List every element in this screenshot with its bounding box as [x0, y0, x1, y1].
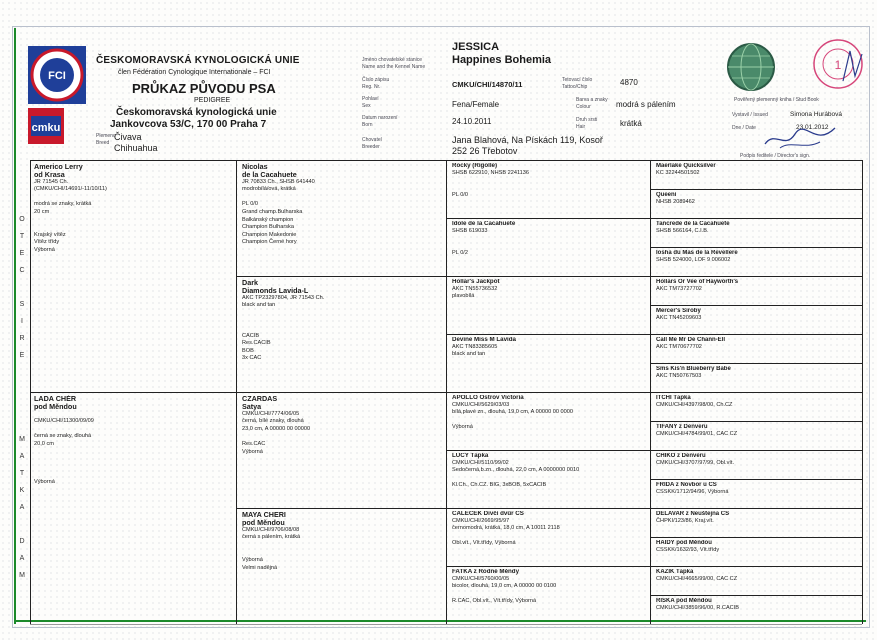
gen4-row-line: [650, 421, 862, 422]
doc-subtitle: PEDIGREE: [194, 97, 231, 104]
detail-line: Res.CAC: [242, 441, 266, 448]
dam-sire-name: CZARDAS: [242, 395, 278, 403]
gen3-cell-8: [452, 569, 646, 622]
dam-name: LADA CHÉR: [34, 395, 77, 403]
detail-line: [34, 471, 232, 479]
detail-line: [242, 317, 442, 325]
detail-line: [452, 243, 646, 251]
gen4-dam-name-6: HAIDY pod Měndou: [656, 540, 712, 546]
gen3-details-8: [452, 576, 646, 606]
gen4-sire-name-8: Sms Kis'n Blueberry Babe: [656, 366, 731, 372]
org-name: ČESKOMORAVSKÁ KYNOLOGICKÁ UNIE: [96, 55, 300, 66]
side-letter: I: [21, 318, 23, 325]
row-line-g2b: [236, 508, 450, 509]
gen4-sire-name-6: Mercer's Siroby: [656, 308, 701, 314]
gen4-sire-detail-3: SHSB 566164, C.I.B.: [656, 227, 709, 234]
gen4-dam-name-4: FRÍDA z Novbor u CS: [656, 482, 717, 488]
org-address-1: Českomoravská kynologická unie: [116, 107, 277, 118]
sire-dam-kennel: Diamonds Lavida-L: [242, 285, 309, 295]
gen4-sire-name-7: Call Me Mr De Chann-Ell: [656, 337, 726, 343]
dog-name: JESSICA: [452, 41, 500, 53]
gen4-sire-name-1: Maerlake Quicksilver: [656, 163, 716, 169]
detail-line: [34, 456, 232, 464]
detail-line: JR 71545 Ch.: [34, 178, 69, 185]
detail-line: Champion Černé hory: [242, 239, 297, 246]
globe-hologram-icon: [726, 42, 776, 92]
reg-label-en: Reg. Nr.: [362, 84, 381, 90]
detail-line: CACIB: [242, 332, 260, 339]
dam-dam-cell: [242, 511, 442, 621]
side-letter: E: [19, 352, 25, 359]
table-col-3: [650, 160, 651, 624]
side-letter: A: [19, 555, 25, 562]
detail-line: Kl.Ch., Ch.CZ. BIG, 3xBOB, 5xCACIB: [452, 482, 547, 489]
gen4-dam-detail-3: CMKU/CHI/3707/97/99, Obl.vít.: [656, 459, 735, 466]
tattoo-number: 4870: [620, 78, 638, 87]
gen4-sire-cell-5: [656, 279, 858, 304]
table-bottom-line: [30, 624, 862, 625]
breeder-line-2: 252 26 Třebotov: [452, 146, 518, 156]
detail-line: Champion Bulharska: [242, 224, 294, 231]
side-letter: T: [19, 470, 25, 477]
detail-line: [452, 417, 646, 425]
detail-line: Výborná: [242, 557, 263, 564]
detail-line: [452, 475, 646, 483]
name-label-en: Name and the Kennel Name: [362, 64, 426, 70]
detail-line: Velmi nadějná: [242, 564, 278, 571]
dam-details: [34, 411, 232, 486]
gen4-sire-name-3: Tancrede de la Cacahuete: [656, 221, 730, 227]
gen4-sire-cell-7: [656, 337, 858, 362]
detail-line: BOB: [242, 347, 254, 354]
gen4-dam-name-7: KAZIK Ťapka: [656, 569, 694, 575]
dam-dam-kennel: pod Měndou: [242, 517, 285, 527]
doc-title: PRŮKAZ PŮVODU PSA: [132, 81, 276, 96]
detail-line: [34, 449, 232, 457]
detail-line: [452, 185, 646, 193]
table-col-1: [236, 160, 237, 624]
detail-line: [34, 426, 232, 434]
detail-line: CMKU/CHI/11300/09/09: [34, 418, 94, 425]
detail-line: CMKU/CHI/5110/99/02: [452, 459, 509, 466]
row-line-g3b: [446, 276, 650, 277]
gen4-dam-cell-5: [656, 511, 858, 536]
gen4-row-line: [650, 305, 862, 306]
gen4-dam-detail-5: ČHPKI/123/86, Kraj.vít.: [656, 517, 714, 524]
studbook-label: Pověřený plemenný kniha / Stud Book: [734, 97, 819, 103]
dam-sire-cell: [242, 395, 442, 505]
side-letter: A: [19, 453, 25, 460]
detail-line: black and tan: [242, 302, 276, 309]
colour-label-en: Colour: [576, 104, 591, 110]
colour-label-cz: Barva a znaky: [576, 97, 608, 103]
gen4-row-line: [650, 218, 862, 219]
gen4-dam-name-1: ITCHI Ťapka: [656, 395, 691, 401]
detail-line: JR 70833 Ch., SHSB 641440: [242, 178, 315, 185]
detail-line: [34, 194, 232, 202]
sire-details: [34, 179, 232, 254]
side-letter: K: [19, 487, 25, 494]
dog-sex: Fena/Female: [452, 100, 500, 109]
gen4-dam-name-3: CHIKO z Denveru: [656, 453, 706, 459]
dog-coat: krátká: [620, 119, 642, 128]
detail-line: [242, 433, 442, 441]
gen3-name-2: Idole de la Cacahuete: [452, 221, 516, 227]
gen4-sire-name-4: Iosha du Mas de la Revellere: [656, 250, 738, 256]
gen4-sire-cell-3: [656, 221, 858, 246]
table-col-2: [446, 160, 447, 624]
gen4-row-line: [650, 479, 862, 480]
gen3-details-2: [452, 228, 646, 258]
detail-line: černomodrá, krátká, 18,0 cm, A 10011 2118: [452, 525, 560, 532]
gen4-dam-cell-4: [656, 482, 858, 507]
dam-dam-details: [242, 527, 442, 572]
sire-dam-name: Dark: [242, 279, 258, 287]
gen4-sire-detail-2: NHSB 2089462: [656, 198, 695, 205]
gen4-sire-cell-8: [656, 366, 858, 391]
detail-line: [242, 549, 442, 557]
row-line-g3c: [446, 334, 650, 335]
gen4-row-line: [650, 508, 862, 509]
gen4-row-line: [650, 566, 862, 567]
detail-line: modrobílá/ová, krátká: [242, 186, 296, 193]
gen4-sire-detail-6: AKC TN45209603: [656, 314, 702, 321]
dam-sire-details: [242, 411, 442, 456]
side-letter: A: [19, 504, 25, 511]
gen4-sire-detail-8: AKC TN50767503: [656, 372, 702, 379]
gen4-sire-cell-6: [656, 308, 858, 333]
gen4-sire-cell-4: [656, 250, 858, 275]
sire-dam-details: [242, 295, 442, 363]
dog-colour: modrá s pálením: [616, 100, 676, 109]
issue-date: 23.01.2012: [796, 124, 829, 131]
detail-line: černá, bílé znaky, dlouhá: [242, 418, 304, 425]
gen3-cell-3: [452, 279, 646, 332]
side-letter: M: [19, 436, 25, 443]
gen4-sire-name-5: Hollars Or Vee of Hayworth's: [656, 279, 739, 285]
detail-line: CMKU/CHI/2669/95/97: [452, 517, 510, 524]
detail-line: Champion Makedonie: [242, 231, 297, 238]
detail-line: plavobílá: [452, 293, 475, 300]
detail-line: Res.CACIB: [242, 340, 271, 347]
sire-sire-kennel: de la Cacahuete: [242, 169, 297, 179]
breed-cz: Čivava: [114, 132, 142, 142]
row-line-g3a: [446, 218, 650, 219]
sire-sire-name: Nicolas: [242, 163, 268, 171]
gen3-cell-4: [452, 337, 646, 390]
tattoo-label-cz: Tetovací číslo: [562, 77, 593, 83]
detail-line: černá s pálením, krátká: [242, 534, 301, 541]
svg-text:FCI: FCI: [48, 70, 66, 82]
gen4-dam-detail-2: CMKU/CHI/4784/99/01, CAC CZ: [656, 430, 738, 437]
detail-line: PL 0/0: [452, 192, 468, 199]
gen4-sire-cell-2: [656, 192, 858, 217]
dog-kennel: Happines Bohemia: [452, 54, 552, 66]
row-line-g3d: [446, 450, 650, 451]
gen4-row-line: [650, 334, 862, 335]
gen4-dam-detail-1: CMKU/CHI/4397/98/00, Ch.CZ: [656, 401, 733, 408]
gen4-dam-cell-8: [656, 598, 858, 623]
sire-kennel: od Krasa: [34, 169, 65, 179]
detail-line: 20,0 cm: [34, 441, 54, 448]
side-letter: O: [19, 216, 25, 223]
gen3-name-6: LUCY Ťapka: [452, 453, 489, 459]
gen4-row-line: [650, 189, 862, 190]
gen4-dam-cell-6: [656, 540, 858, 565]
gen4-sire-detail-5: AKC TM73727702: [656, 285, 702, 292]
gen3-name-7: CALEČEK Divčí dvůr CS: [452, 511, 524, 517]
gen3-name-4: Devine Miss M Lavida: [452, 337, 516, 343]
gen4-dam-detail-8: CMKU/CHI/3859/96/00, R.CACIB: [656, 604, 740, 611]
detail-line: SHSB 619033: [452, 227, 488, 234]
detail-line: 20 cm: [34, 209, 50, 216]
reg-number: CMKU/CHI/14870/11: [452, 80, 523, 89]
coat-label-en: Hair: [576, 124, 586, 130]
issued-by: Simona Hurábová: [790, 111, 843, 118]
side-letter: M: [19, 572, 25, 579]
detail-line: AKC TN55736532: [452, 285, 498, 292]
detail-line: Krajský vítěz: [34, 231, 66, 238]
row-line-g3f: [446, 566, 650, 567]
gen4-row-line: [650, 595, 862, 596]
gen3-name-8: FATKA z Rodné Měndy: [452, 569, 520, 575]
gen4-dam-cell-2: [656, 424, 858, 449]
detail-line: [452, 591, 646, 599]
gen3-name-5: APOLLO Ostrov Victoria: [452, 395, 524, 401]
row-line-g2a: [236, 276, 450, 277]
breeder-label-cz: Chovatel: [362, 137, 382, 143]
detail-line: Výborná: [242, 448, 263, 455]
dog-birth: 24.10.2011: [452, 117, 492, 126]
detail-line: [242, 325, 442, 333]
coat-label-cz: Druh srsti: [576, 117, 598, 123]
sire-cell: [34, 163, 232, 389]
detail-line: [34, 224, 232, 232]
dam-cell: [34, 395, 232, 621]
detail-line: AKC TN83385605: [452, 343, 498, 350]
date-label: Dne / Date: [732, 125, 756, 131]
dam-sire-kennel: Satya: [242, 401, 262, 411]
gen4-row-line: [650, 247, 862, 248]
detail-line: modrá se znaky, krátká: [34, 201, 92, 208]
table-col-0: [30, 160, 31, 624]
issued-label: Vystavil / Issued: [732, 112, 768, 118]
gen4-dam-cell-1: [656, 395, 858, 420]
row-line-g3e: [446, 508, 650, 509]
detail-line: 23,0 cm, A 00000 00 00000: [242, 425, 311, 432]
detail-line: PL 0/0: [242, 201, 258, 208]
detail-line: 3x CAC: [242, 355, 262, 362]
gen3-name-3: Hollar's Jackpot: [452, 279, 500, 285]
side-letter: R: [19, 335, 25, 342]
father-side-label: [18, 216, 26, 369]
detail-line: Výborná: [452, 424, 473, 431]
detail-line: CMKU/CHI/7774/06/05: [242, 410, 300, 417]
gen3-cell-2: [452, 221, 646, 274]
detail-line: AKC TP23297804, JR 71543 Ch.: [242, 294, 325, 301]
detail-line: (CMKU/CHI/14691/-11/10/11): [34, 186, 107, 193]
detail-line: černá se znaky, dlouhá: [34, 433, 92, 440]
birth-label-cz: Datum narození: [362, 115, 398, 121]
sire-sire-cell: [242, 163, 442, 273]
gen4-dam-detail-7: CMKU/CHI/4665/99/00, CAC CZ: [656, 575, 738, 582]
detail-line: bicolor, dlouhá, 19,0 cm, A 00000 00 0100: [452, 583, 557, 590]
mother-side-label: [18, 436, 26, 589]
gen3-cell-7: [452, 511, 646, 564]
detail-line: Výborná: [34, 478, 55, 485]
side-letter: T: [19, 233, 25, 240]
gen3-details-7: [452, 518, 646, 548]
detail-line: PL 0/2: [452, 250, 468, 257]
detail-line: [452, 177, 646, 185]
detail-line: [242, 310, 442, 318]
green-margin-left: [14, 28, 16, 624]
fci-logo-icon: [28, 46, 86, 104]
detail-line: black and tan: [452, 351, 486, 358]
gen4-dam-cell-7: [656, 569, 858, 594]
detail-line: [242, 194, 442, 202]
birth-label-en: Born: [362, 122, 373, 128]
gen4-dam-cell-3: [656, 453, 858, 478]
gen4-sire-detail-4: SHSB 524000, LOF 9 006002: [656, 256, 731, 263]
detail-line: R.CAC, Obl.vít., Vít.třídy, Výborná: [452, 598, 537, 605]
side-letter: E: [19, 250, 25, 257]
side-letter: C: [19, 267, 25, 274]
detail-line: CMKU/CHI/5760/00/05: [452, 575, 510, 582]
detail-line: [452, 533, 646, 541]
detail-line: [242, 542, 442, 550]
gen4-row-line: [650, 537, 862, 538]
tattoo-label-en: Tattoo/Chip: [562, 84, 588, 90]
detail-line: Obl.vít., Vít.třídy, Výborná: [452, 540, 516, 547]
name-label-cz: Jméno chovatelské stanice: [362, 57, 423, 63]
side-letter: [18, 284, 26, 291]
gen3-cell-5: [452, 395, 646, 448]
reg-label-cz: Číslo zápisu: [362, 77, 390, 83]
detail-line: Grand champ.Bulharska: [242, 209, 303, 216]
gen4-sire-detail-7: AKC TM70677702: [656, 343, 702, 350]
gen4-row-line: [650, 276, 862, 277]
detail-line: Balkánský champion: [242, 216, 294, 223]
stamp-signature-icon: [840, 46, 866, 86]
detail-line: SHSB 622910, NHSB 2241136: [452, 169, 530, 176]
breed-label-cz: Plemeno: [96, 133, 116, 139]
breed-label-en: Breed: [96, 140, 110, 146]
director-signature-icon: [760, 120, 840, 154]
side-letter: [18, 521, 26, 528]
detail-line: Vítěz třídy: [34, 239, 60, 246]
detail-line: CMKU/CHI/9706/08/08: [242, 526, 300, 533]
gen4-row-line: [650, 450, 862, 451]
detail-line: [34, 411, 232, 419]
gen4-dam-name-5: DELAVAR z Neuštejna CS: [656, 511, 730, 517]
gen3-details-1: [452, 170, 646, 200]
dam-dam-name: MAYA CHERI: [242, 511, 286, 519]
gen3-cell-6: [452, 453, 646, 506]
detail-line: [34, 464, 232, 472]
gen4-dam-detail-4: CSSKK/1712/94/96, Výborná: [656, 488, 729, 495]
gen3-cell-1: [452, 163, 646, 216]
gen3-details-4: [452, 344, 646, 359]
side-letter: S: [19, 301, 25, 308]
gen4-dam-detail-6: CSSKK/1632/93, Vít.třídy: [656, 546, 720, 553]
sex-label-en: Sex: [362, 103, 371, 109]
gen3-details-5: [452, 402, 646, 432]
gen4-row-line: [650, 363, 862, 364]
detail-line: [452, 235, 646, 243]
breeder-label-en: Breeder: [362, 144, 380, 150]
svg-text:cmku: cmku: [31, 122, 61, 134]
sire-name: Americo Lerry: [34, 163, 83, 171]
side-letter: D: [19, 538, 25, 545]
table-col-4: [862, 160, 863, 624]
gen4-dam-name-2: TIFANY z Denveru: [656, 424, 708, 430]
org-address-2: Jankovcova 53/C, 170 00 Praha 7: [110, 119, 267, 130]
gen4-dam-name-8: RÍŠKA pod Měndou: [656, 598, 712, 604]
gen4-sire-detail-1: KC 32244501502: [656, 169, 700, 176]
detail-line: Výborná: [34, 246, 55, 253]
dam-kennel: pod Měndou: [34, 401, 77, 411]
sex-label-cz: Pohlaví: [362, 96, 379, 102]
gen3-details-6: [452, 460, 646, 490]
breed-en: Chihuahua: [114, 143, 158, 153]
director-sign-label: Podpis ředitele / Director's sign.: [740, 153, 811, 159]
detail-line: Sedočerná,b.zn., dlouhá, 22,0 cm, A 0000000 0010: [452, 467, 580, 474]
cmku-logo-icon: [28, 108, 64, 144]
detail-line: bílá,plavé zn., dlouhá, 19,0 cm, A 00000 00 0000: [452, 409, 573, 416]
org-member: člen Fédération Cynologique Internationale – FCI: [118, 69, 271, 76]
gen3-details-3: [452, 286, 646, 301]
breeder-line-1: Jana Blahová, Na Pískách 119, Kosoř: [452, 135, 603, 145]
svg-text:1: 1: [834, 58, 842, 72]
detail-line: CMKU/CHI/5629/03/03: [452, 401, 510, 408]
gen4-sire-name-2: Queeni: [656, 192, 677, 198]
detail-line: [34, 217, 232, 225]
gen4-sire-cell-1: [656, 163, 858, 188]
gen3-name-1: Rocky (Rigolle): [452, 163, 498, 169]
sire-sire-details: [242, 179, 442, 247]
sire-dam-cell: [242, 279, 442, 389]
